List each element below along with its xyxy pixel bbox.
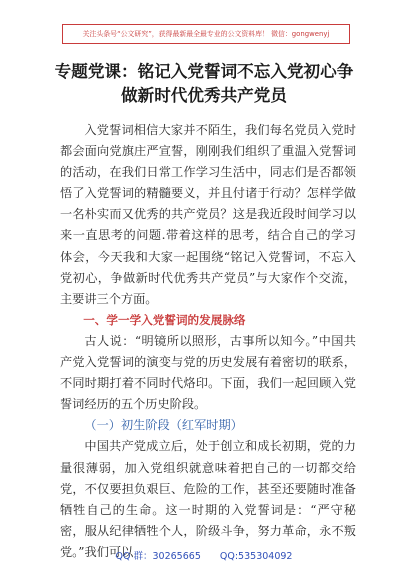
title-line-1: 专题党课：铭记入党誓词不忘入党初心争 — [54, 62, 354, 81]
page-footer — [0, 548, 408, 562]
document-title — [40, 60, 368, 108]
header-banner: 关注头条号“公文研究”，获得最新最全最专业的公文资料库！ 微信：gongwenyj — [62, 24, 350, 44]
footer-qq: QQ:535304092 — [219, 551, 293, 562]
subsection-heading-1: （一）初生阶段（红军时期） — [84, 418, 243, 433]
intro-paragraph: 入党誓词相信大家并不陌生，我们每名党员入党时都会面向党旗庄严宣誓，刚刚我们组织了重温入党誓词的活动，在我们日常工作学习生活中，同志们是否都领悟了入党誓词的精髓要义，并且付诸于行动？怎样学做一名朴实而又优秀的共产党员？这是我近段时间学习以来一直思考的问题.带着这样的思考，结合自己的学习体会，今天我和大家一起围绕“铭记入党誓词，不忘入党初心，争做新时代优秀共产党员”与大家作个交流，主要讲三个方面。 — [60, 123, 356, 306]
title-line-2: 做新时代优秀共产党员 — [121, 86, 287, 105]
section-1-paragraph: 古人说：“明镜所以照形，古事所以知今。”中国共产党入党誓词的演变与党的历史发展有着密切的联系，不同时期打着不同时代烙印。下面，我们一起回顾入党誓词经历的五个历史阶段。 — [60, 333, 356, 412]
document-body — [60, 120, 356, 563]
subsection-1-paragraph: 中国共产党成立后，处于创立和成长初期，党的力量很薄弱，加入党组织就意味着把自己的一切都交给党，不仅要担负艰巨、危险的工作，甚至还要随时准备牺牲自己的生命。这一时期的入党誓词是：“严守秘密，服从纪律牺牲个人，阶级斗争，努力革命，永不叛党。”我们可以 — [60, 439, 356, 559]
section-heading-1: 一、学一学入党誓词的发展脉络 — [83, 312, 246, 327]
footer-qq-group: QQ 群：30265665 — [115, 551, 201, 562]
